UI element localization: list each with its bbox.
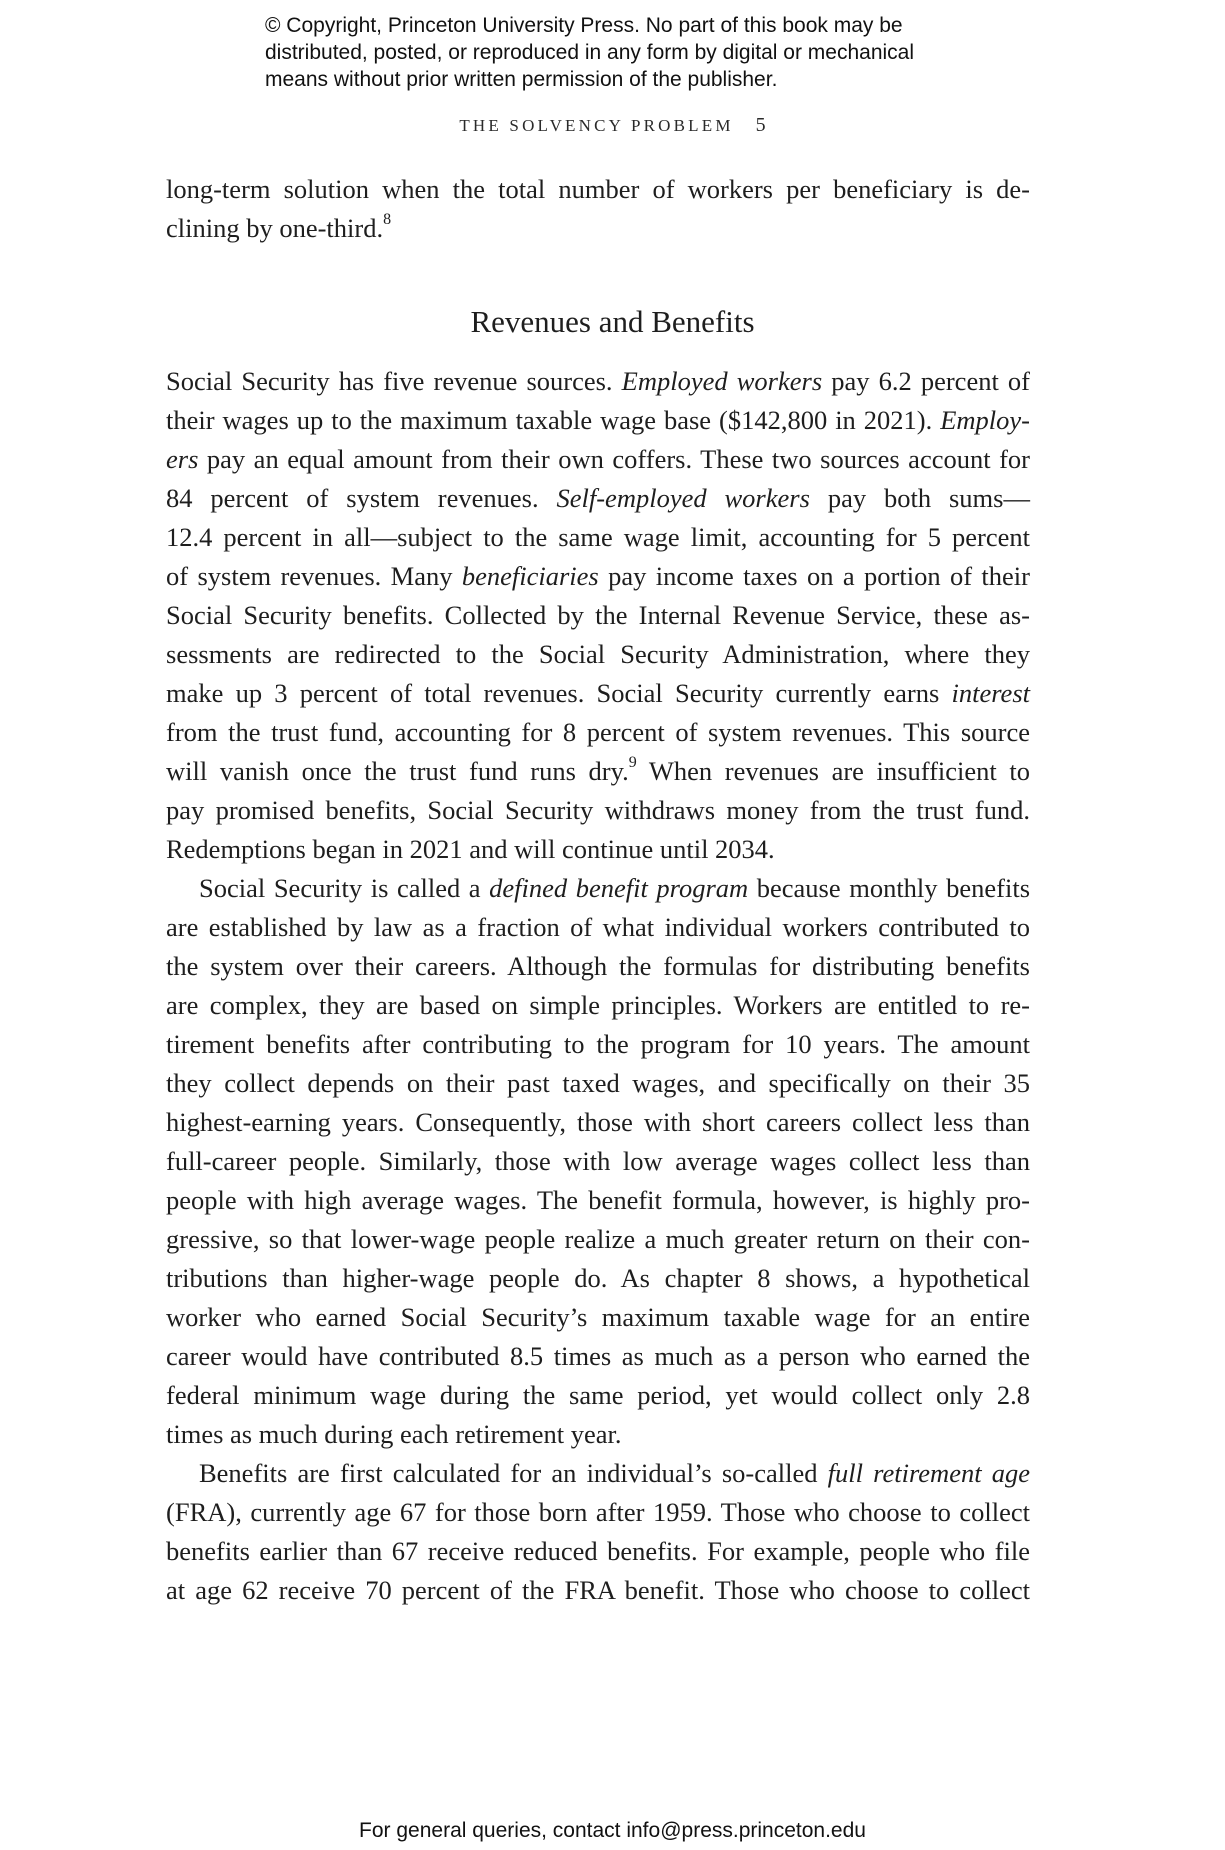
- text-line: times as much during each retirement year.: [166, 1419, 622, 1449]
- text-line: they collect depends on their past taxed wages, and specifically on their 35: [166, 1068, 1030, 1098]
- text-line: of system revenues. Many beneficiaries pay income taxes on a portion of their: [166, 561, 1030, 591]
- intro-paragraph: [166, 170, 1030, 248]
- paragraph-revenues: [166, 362, 1030, 1610]
- text-line: their wages up to the maximum taxable wage base ($142,800 in 2021). Employ-: [166, 405, 1030, 435]
- text-line: ers pay an equal amount from their own coffers. These two sources account for: [166, 444, 1030, 474]
- text-line: from the trust fund, accounting for 8 percent of system revenues. This source: [166, 717, 1030, 747]
- copyright-notice: [265, 12, 1025, 93]
- page-number: 5: [755, 114, 766, 136]
- text-line: long-term solution when the total number of workers per beneficiary is de-: [166, 174, 1030, 204]
- text-line: sessments are redirected to the Social Security Administration, where they: [166, 639, 1030, 669]
- footnote-ref: 8: [383, 211, 392, 229]
- section-heading: Revenues and Benefits: [470, 304, 755, 339]
- copyright-line: distributed, posted, or reproduced in any form by digital or mechanical: [265, 41, 915, 64]
- text-line: benefits earlier than 67 receive reduced benefits. For example, people who file: [166, 1536, 1030, 1566]
- text-line: 84 percent of system revenues. Self-employed workers pay both sums—: [166, 483, 1030, 513]
- text-line: tirement benefits after contributing to the program for 10 years. The amount: [166, 1029, 1030, 1059]
- text-line: the system over their careers. Although the formulas for distributing benefits: [166, 951, 1030, 981]
- text-line: clining by one-third.$^8$: [166, 211, 392, 243]
- text-line: full-career people. Similarly, those with low average wages collect less than: [166, 1146, 1030, 1176]
- text-line: tributions than higher-wage people do. As chapter 8 shows, a hypothetical: [166, 1263, 1030, 1293]
- text-line: gressive, so that lower-wage people realize a much greater return on their con-: [166, 1224, 1030, 1254]
- text-line: pay promised benefits, Social Security withdraws money from the trust fund.: [166, 795, 1030, 825]
- text-line: Social Security benefits. Collected by the Internal Revenue Service, these as-: [166, 600, 1030, 630]
- text-line: highest-earning years. Consequently, those with short careers collect less than: [166, 1107, 1030, 1137]
- text-line: make up 3 percent of total revenues. Social Security currently earns interest: [166, 678, 1030, 708]
- text-line: federal minimum wage during the same period, yet would collect only 2.8: [166, 1380, 1030, 1410]
- text-line: at age 62 receive 70 percent of the FRA benefit. Those who choose to collect: [166, 1575, 1030, 1605]
- footnote-ref: 9: [628, 754, 637, 772]
- text-line: are established by law as a fraction of what individual workers contributed to: [166, 912, 1030, 942]
- text-line: Social Security is called a defined benefit program because monthly benefits: [199, 873, 1031, 903]
- text-line: Benefits are first calculated for an individual’s so-called full retirement age: [199, 1458, 1030, 1488]
- running-head-title: THE SOLVENCY PROBLEM: [459, 116, 734, 135]
- text-line: 12.4 percent in all—subject to the same wage limit, accounting for 5 percent: [166, 522, 1030, 552]
- text-line: people with high average wages. The benefit formula, however, is highly pro-: [166, 1185, 1030, 1215]
- text-line: Social Security has five revenue sources. Employed workers pay 6.2 percent of: [166, 366, 1030, 396]
- text-line: will vanish once the trust fund runs dry.$^9$ When revenues are insufficient to: [166, 754, 1030, 786]
- footer-contact: For general queries, contact info@press.princeton.edu: [359, 1819, 866, 1842]
- text-line: (FRA), currently age 67 for those born after 1959. Those who choose to collect: [166, 1497, 1030, 1527]
- text-line: Redemptions began in 2021 and will continue until 2034.: [166, 834, 775, 864]
- copyright-line: means without prior written permission of the publisher.: [265, 68, 778, 91]
- text-line: career would have contributed 8.5 times as much as a person who earned the: [166, 1341, 1030, 1371]
- copyright-line: © Copyright, Princeton University Press. No part of this book may be: [265, 14, 903, 37]
- text-line: worker who earned Social Security’s maximum taxable wage for an entire: [166, 1302, 1030, 1332]
- running-head: [0, 114, 1225, 137]
- text-line: are complex, they are based on simple principles. Workers are entitled to re-: [166, 990, 1030, 1020]
